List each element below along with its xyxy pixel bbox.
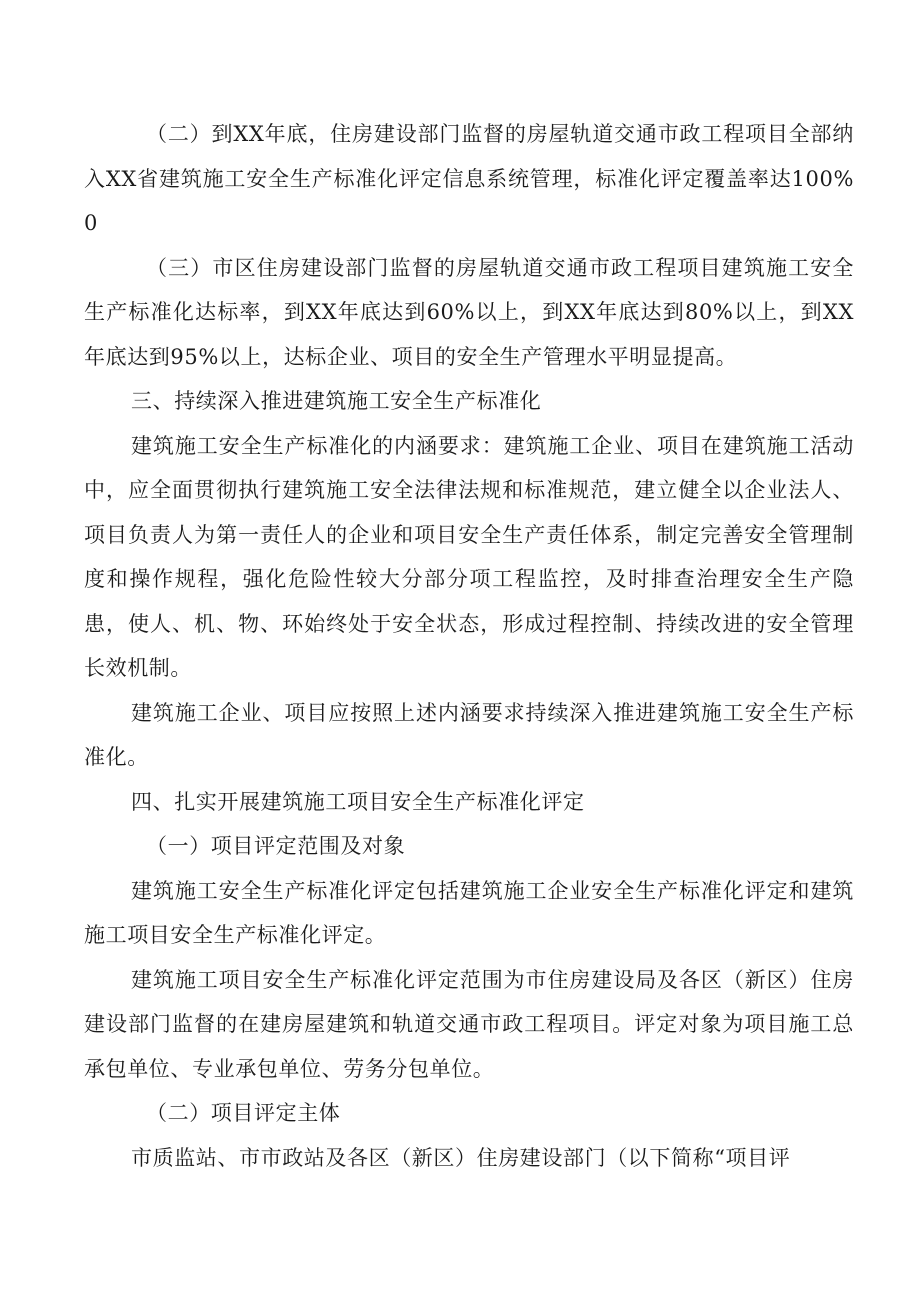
document-body [84, 112, 854, 1180]
paragraph-evaluation-body: 市质监站、市市政站及各区（新区）住房建设部门（以下简称“项目评 [131, 1145, 791, 1170]
paragraph-evaluation-types: 建筑施工安全生产标准化评定包括建筑施工企业安全生产标准化评定和建筑施工项目安全生产标准化评定。 [84, 878, 854, 947]
paragraph-target-compliance-rate: （三）市区住房建设部门监督的房屋轨道交通市政工程项目建筑施工安全生产标准化达标率，到XX年底达到60%以上，到XX年底达到80%以上，到XX年底达到95%以上，达标企业、项目的安全生产管理水平明显提高。 [84, 255, 854, 369]
subheading-evaluation-body: （二）项目评定主体 [146, 1101, 341, 1125]
subheading-scope-and-objects: （一）项目评定范围及对象 [146, 834, 406, 858]
paragraph-standardization-requirements: 建筑施工安全生产标准化的内涵要求：建筑施工企业、项目在建筑施工活动中，应全面贯彻执行建筑施工安全法律法规和标准规范，建立健全以企业法人、项目负责人为第一责任人的企业和项目安全生产责任体系，制定完善安全管理制度和操作规程，强化危险性较大分部分项工程监控，及时排查治理安全生产隐患，使人、机、物、环始终处于安全状态，形成过程控制、持续改进的安全管理长效机制。 [84, 433, 854, 680]
section-heading-4: 四、扎实开展建筑施工项目安全生产标准化评定 [131, 789, 585, 814]
paragraph-promote-standardization: 建筑施工企业、项目应按照上述内涵要求持续深入推进建筑施工安全生产标准化。 [84, 700, 854, 769]
paragraph-evaluation-scope: 建筑施工项目安全生产标准化评定范围为市住房建设局及各区（新区）住房建设部门监督的在建房屋建筑和轨道交通市政工程项目。评定对象为项目施工总承包单位、专业承包单位、劳务分包单位。 [84, 967, 854, 1081]
paragraph-target-coverage: （二）到XX年底，住房建设部门监督的房屋轨道交通市政工程项目全部纳入XX省建筑施工安全生产标准化评定信息系统管理，标准化评定覆盖率达100%0 [84, 122, 854, 235]
section-heading-3: 三、持续深入推进建筑施工安全生产标准化 [131, 389, 542, 413]
